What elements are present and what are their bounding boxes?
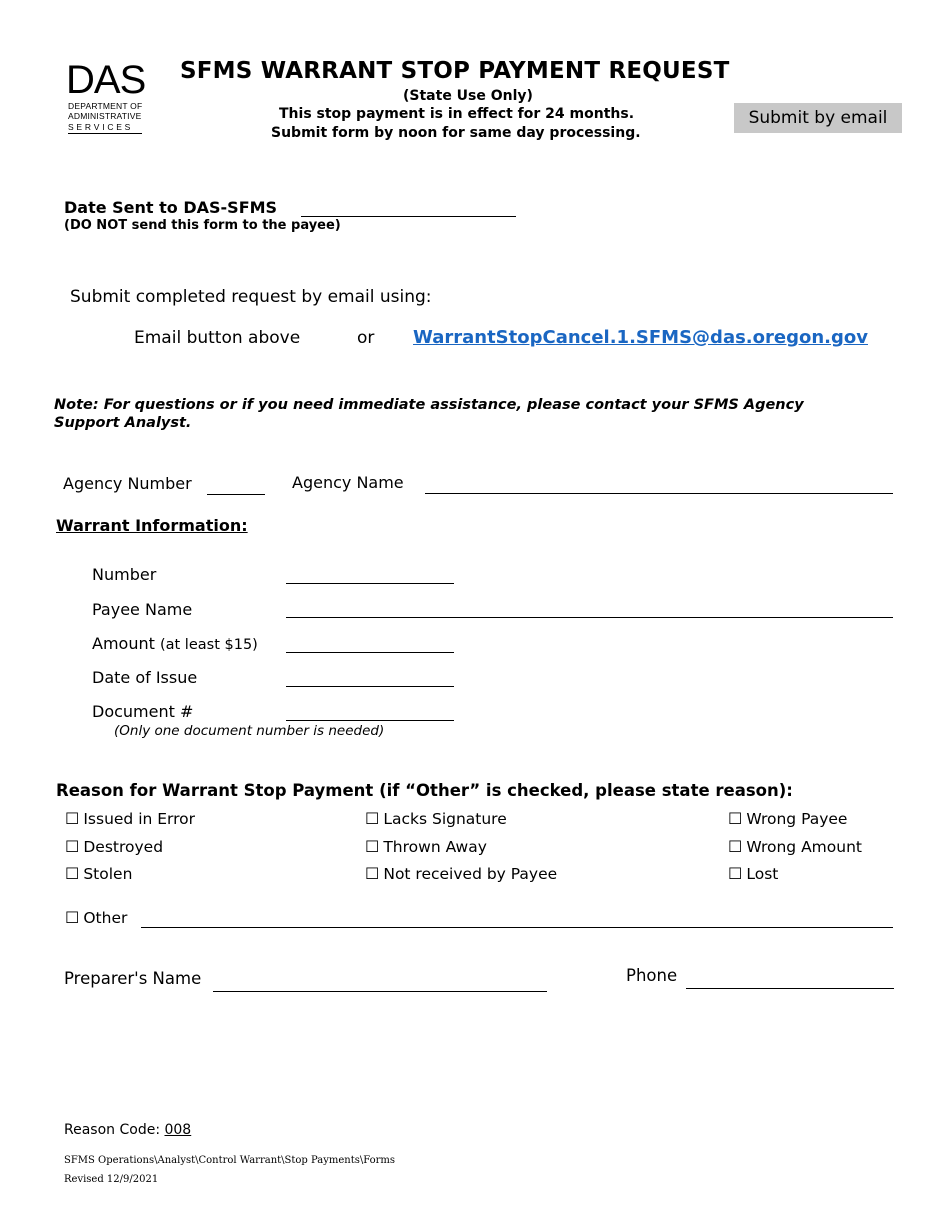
checkbox-label: Not received by Payee (383, 865, 558, 883)
logo-line-2: ADMINISTRATIVE (68, 111, 142, 121)
submit-intro: Submit completed request by email using: (70, 287, 432, 307)
phone-field[interactable] (686, 988, 894, 989)
warrant-number-field[interactable] (286, 583, 454, 584)
checkbox-icon: ☐ (65, 864, 80, 883)
agency-number-field[interactable] (207, 494, 265, 495)
form-title: SFMS WARRANT STOP PAYMENT REQUEST (180, 58, 730, 84)
checkbox-wrong-payee[interactable] (728, 809, 847, 828)
file-path: SFMS Operations\Analyst\Control Warrant\Stop Payments\Forms (64, 1155, 396, 1166)
amount-hint: (at least $15) (159, 637, 258, 653)
checkbox-label: Issued in Error (83, 810, 196, 828)
checkbox-lacks-signature[interactable] (365, 809, 507, 828)
checkbox-icon: ☐ (365, 864, 380, 883)
amount-label-text: Amount (92, 634, 155, 653)
agency-number-label: Agency Number (63, 474, 192, 493)
checkbox-not-received[interactable] (365, 864, 557, 883)
checkbox-label: Lost (746, 865, 779, 883)
effect-note: This stop payment is in effect for 24 months. (279, 106, 635, 122)
payee-name-field[interactable] (286, 617, 893, 618)
warrant-number-label: Number (92, 565, 157, 584)
reason-code-label: Reason Code: (64, 1122, 161, 1138)
document-number-field[interactable] (286, 720, 454, 721)
state-use-note: (State Use Only) (403, 88, 533, 104)
checkbox-stolen[interactable] (65, 864, 132, 883)
or-text: or (357, 328, 375, 348)
checkbox-icon: ☐ (728, 864, 743, 883)
checkbox-label: Wrong Amount (746, 838, 862, 856)
checkbox-icon: ☐ (728, 809, 743, 828)
warrant-info-heading: Warrant Information: (56, 516, 248, 535)
preparer-name-field[interactable] (213, 991, 547, 992)
preparer-name-label: Preparer's Name (64, 969, 202, 988)
logo-line-3: S E R V I C E S (68, 122, 131, 132)
logo-line-1: DEPARTMENT OF (68, 101, 143, 111)
other-reason-field[interactable] (141, 927, 893, 928)
checkbox-icon: ☐ (365, 837, 380, 856)
submit-by-email-button[interactable]: Submit by email (734, 103, 902, 133)
checkbox-label: Other (83, 909, 128, 927)
checkbox-icon: ☐ (728, 837, 743, 856)
reason-heading: Reason for Warrant Stop Payment (if “Other” is checked, please state reason): (56, 781, 793, 800)
agency-name-field[interactable] (425, 493, 893, 494)
checkbox-icon: ☐ (365, 809, 380, 828)
checkbox-icon: ☐ (65, 908, 80, 927)
checkbox-other[interactable] (65, 908, 127, 927)
checkbox-label: Wrong Payee (746, 810, 848, 828)
date-sent-label: Date Sent to DAS-SFMS (64, 198, 278, 217)
email-button-option: Email button above (134, 328, 301, 348)
revised-date: Revised 12/9/2021 (64, 1174, 159, 1185)
checkbox-thrown-away[interactable] (365, 837, 487, 856)
do-not-send-note: (DO NOT send this form to the payee) (64, 218, 341, 233)
email-link[interactable]: WarrantStopCancel.1.SFMS@das.oregon.gov (413, 327, 868, 348)
date-of-issue-label: Date of Issue (92, 668, 198, 687)
document-hint: (Only one document number is needed) (114, 723, 385, 739)
das-logo: DAS (66, 58, 146, 102)
checkbox-icon: ☐ (65, 837, 80, 856)
phone-label: Phone (626, 966, 678, 985)
agency-name-label: Agency Name (292, 473, 404, 492)
checkbox-label: Thrown Away (383, 838, 487, 856)
assistance-note: Note: For questions or if you need immediate assistance, please contact your SFMS Agency Support Analyst. (54, 397, 804, 431)
checkbox-destroyed[interactable] (65, 837, 163, 856)
deadline-note: Submit form by noon for same day processing. (271, 125, 641, 141)
document-number-label: Document # (92, 702, 194, 721)
reason-code-value: 008 (164, 1122, 192, 1138)
payee-name-label: Payee Name (92, 600, 193, 619)
date-of-issue-field[interactable] (286, 686, 454, 687)
logo-underline (68, 133, 142, 134)
checkbox-label: Lacks Signature (383, 810, 507, 828)
checkbox-issued-in-error[interactable] (65, 809, 195, 828)
checkbox-wrong-amount[interactable] (728, 837, 862, 856)
checkbox-label: Stolen (83, 865, 133, 883)
date-sent-field[interactable] (301, 216, 516, 217)
amount-field[interactable] (286, 652, 454, 653)
checkbox-icon: ☐ (65, 809, 80, 828)
reason-code (64, 1122, 191, 1138)
checkbox-lost[interactable] (728, 864, 778, 883)
checkbox-label: Destroyed (83, 838, 164, 856)
amount-label (92, 634, 258, 653)
